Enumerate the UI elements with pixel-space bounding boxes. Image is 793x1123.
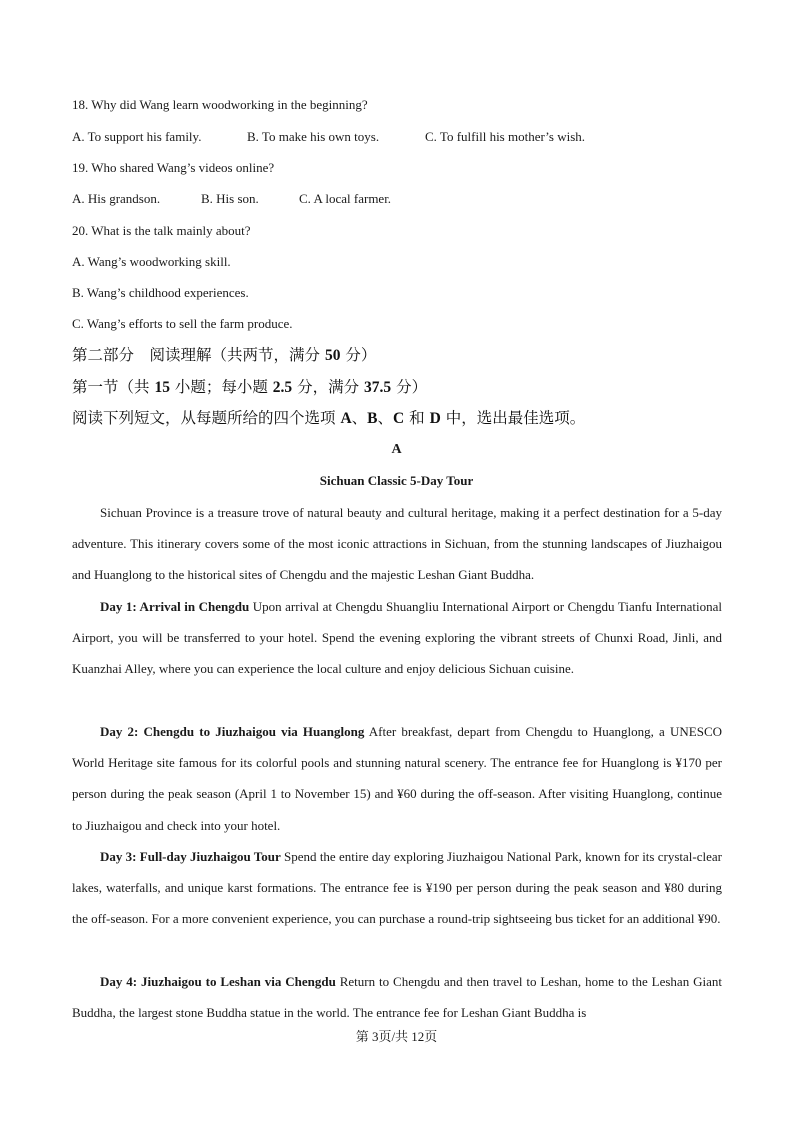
option-a: A. To support his family. <box>72 129 202 144</box>
part-two-heading: 第二部分 阅读理解（共两节，满分 50 分） <box>72 346 377 364</box>
day-2-paragraph: Day 2: Chengdu to Jiuzhaigou via Huanglong After breakfast, depart from Chengdu to Huanglong, a UNESCO World Heritage site famous for its colorful pools and stunning natural scenery. The entrance fee for Huanglong is ¥170 per person during the peak season (April 1 to November 15) and ¥60 during the off-season. After visiting Huanglong, continue to Jiuzhaigou and check into your hotel. <box>72 724 723 833</box>
option-c: C. To fulfill his mother’s wish. <box>425 129 586 144</box>
day-4-heading: Day 4: Jiuzhaigou to Leshan via Chengdu <box>100 974 336 989</box>
passage-label: A <box>391 442 402 457</box>
day-2-heading: Day 2: Chengdu to Jiuzhaigou via Huanglong <box>100 724 365 739</box>
option-a: A. His grandson. <box>72 191 161 206</box>
question-20-option-c: C. Wang’s efforts to sell the farm produce. <box>72 316 293 331</box>
page-number: 第 3页/共 12页 <box>355 1029 438 1044</box>
question-19-stem: 19. Who shared Wang’s videos online? <box>72 160 275 175</box>
option-b: B. His son. <box>201 191 259 206</box>
day-1-paragraph: Day 1: Arrival in Chengdu Upon arrival at Chengdu Shuangliu International Airport or Chengdu Tianfu International Airport, you will be transferred to your hotel. Spend the evening exploring the vibrant streets of Chunxi Road, Jinli, and Kuanzhai Alley, where you can experience the local culture and enjoy delicious Sichuan cuisine. <box>72 599 722 677</box>
day-3-heading: Day 3: Full-day Jiuzhaigou Tour <box>100 849 281 864</box>
intro-paragraph: Sichuan Province is a treasure trove of natural beauty and cultural heritage, making it a perfect destination for a 5-day adventure. This itinerary covers some of the most iconic attractions in Sichuan, from the stunning landscapes of Jiuzhaigou and Huanglong to the historical sites of Chengdu and the majestic Leshan Giant Buddha. <box>72 505 722 583</box>
option-c: C. A local farmer. <box>299 191 392 206</box>
option-b: B. To make his own toys. <box>247 129 380 144</box>
question-20-option-b: B. Wang’s childhood experiences. <box>72 285 249 300</box>
section-one-heading: 第一节（共 15 小题；每小题 2.5 分，满分 37.5 分） <box>72 378 428 396</box>
day-3-paragraph: Day 3: Full-day Jiuzhaigou Tour Spend the entire day exploring Jiuzhaigou National Park, known for its crystal-clear lakes, waterfalls, and unique karst formations. The entrance fee is ¥190 per person during the peak season and ¥80 during the off-season. For a more convenient experience, you can purchase a round-trip sightseeing bus ticket for an additional ¥90. <box>72 849 722 927</box>
day-1-heading: Day 1: Arrival in Chengdu <box>100 599 250 614</box>
passage-title: Sichuan Classic 5-Day Tour <box>319 473 474 488</box>
question-20-stem: 20. What is the talk mainly about? <box>72 223 251 238</box>
question-20-option-a: A. Wang’s woodworking skill. <box>72 254 231 269</box>
reading-instructions: 阅读下列短文，从每题所给的四个选项 A、B、C 和 D 中，选出最佳选项。 <box>72 409 586 427</box>
day-4-paragraph: Day 4: Jiuzhaigou to Leshan via Chengdu Return to Chengdu and then travel to Leshan, home to the Leshan Giant Buddha, the largest stone Buddha statue in the world. The entrance fee for Leshan Giant Buddha is <box>72 974 722 1021</box>
question-18-stem: 18. Why did Wang learn woodworking in the beginning? <box>72 97 368 112</box>
